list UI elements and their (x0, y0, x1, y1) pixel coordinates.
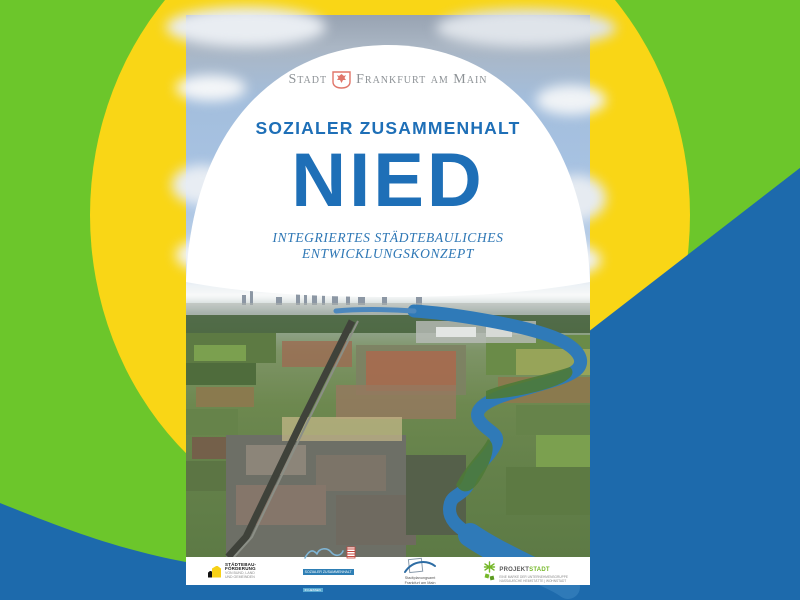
report-cover (186, 15, 590, 592)
hessen-banner-subtext: IN HESSEN (304, 588, 321, 592)
hessen-program-logo (303, 546, 357, 596)
frankfurt-eagle-crest-icon (332, 71, 351, 89)
projektstadt-star-icon (483, 561, 496, 581)
city-logo-prefix: Stadt (288, 72, 328, 87)
partner-logo-bar (186, 557, 590, 592)
subtitle-line-2: ENTWICKLUNGSKONZEPT (302, 245, 474, 261)
city-logo-suffix: Frankfurt am Main (356, 72, 488, 87)
projektstadt-caption: PROJEKTSTADT EINE MARKE DER UNTERNEHMENSGRUPPE NASSAUISCHE HEIMSTÄTTE | WOHNSTADT (499, 566, 568, 584)
city-logo (186, 71, 590, 89)
subtitle-line-1: INTEGRIERTES STÄDTEBAULICHES (272, 230, 504, 245)
staedtebaufoerderung-logo (208, 563, 256, 580)
hessen-banner-text: SOZIALER ZUSAMMENHALT (304, 570, 352, 574)
district-title: NIED (291, 138, 485, 223)
projektstadt-logo (483, 559, 568, 584)
staedtebaufoerderung-caption: STÄDTEBAU- FÖRDERUNG VON BUND, LAND UND GEMEINDEN (225, 561, 257, 579)
staedtebaufoerderung-houses-icon (208, 565, 222, 578)
lower-town (226, 417, 466, 557)
hessen-sketch-icon (303, 546, 357, 560)
stadtplanungsamt-logo (403, 557, 437, 584)
program-title: SOZIALER ZUSAMMENHALT (255, 118, 521, 138)
stadtplanungsamt-arc-icon (403, 557, 437, 575)
stadtplanungsamt-caption: Stadtplanungsamt Frankfurt am Main (404, 576, 436, 585)
subtitle (186, 230, 590, 261)
